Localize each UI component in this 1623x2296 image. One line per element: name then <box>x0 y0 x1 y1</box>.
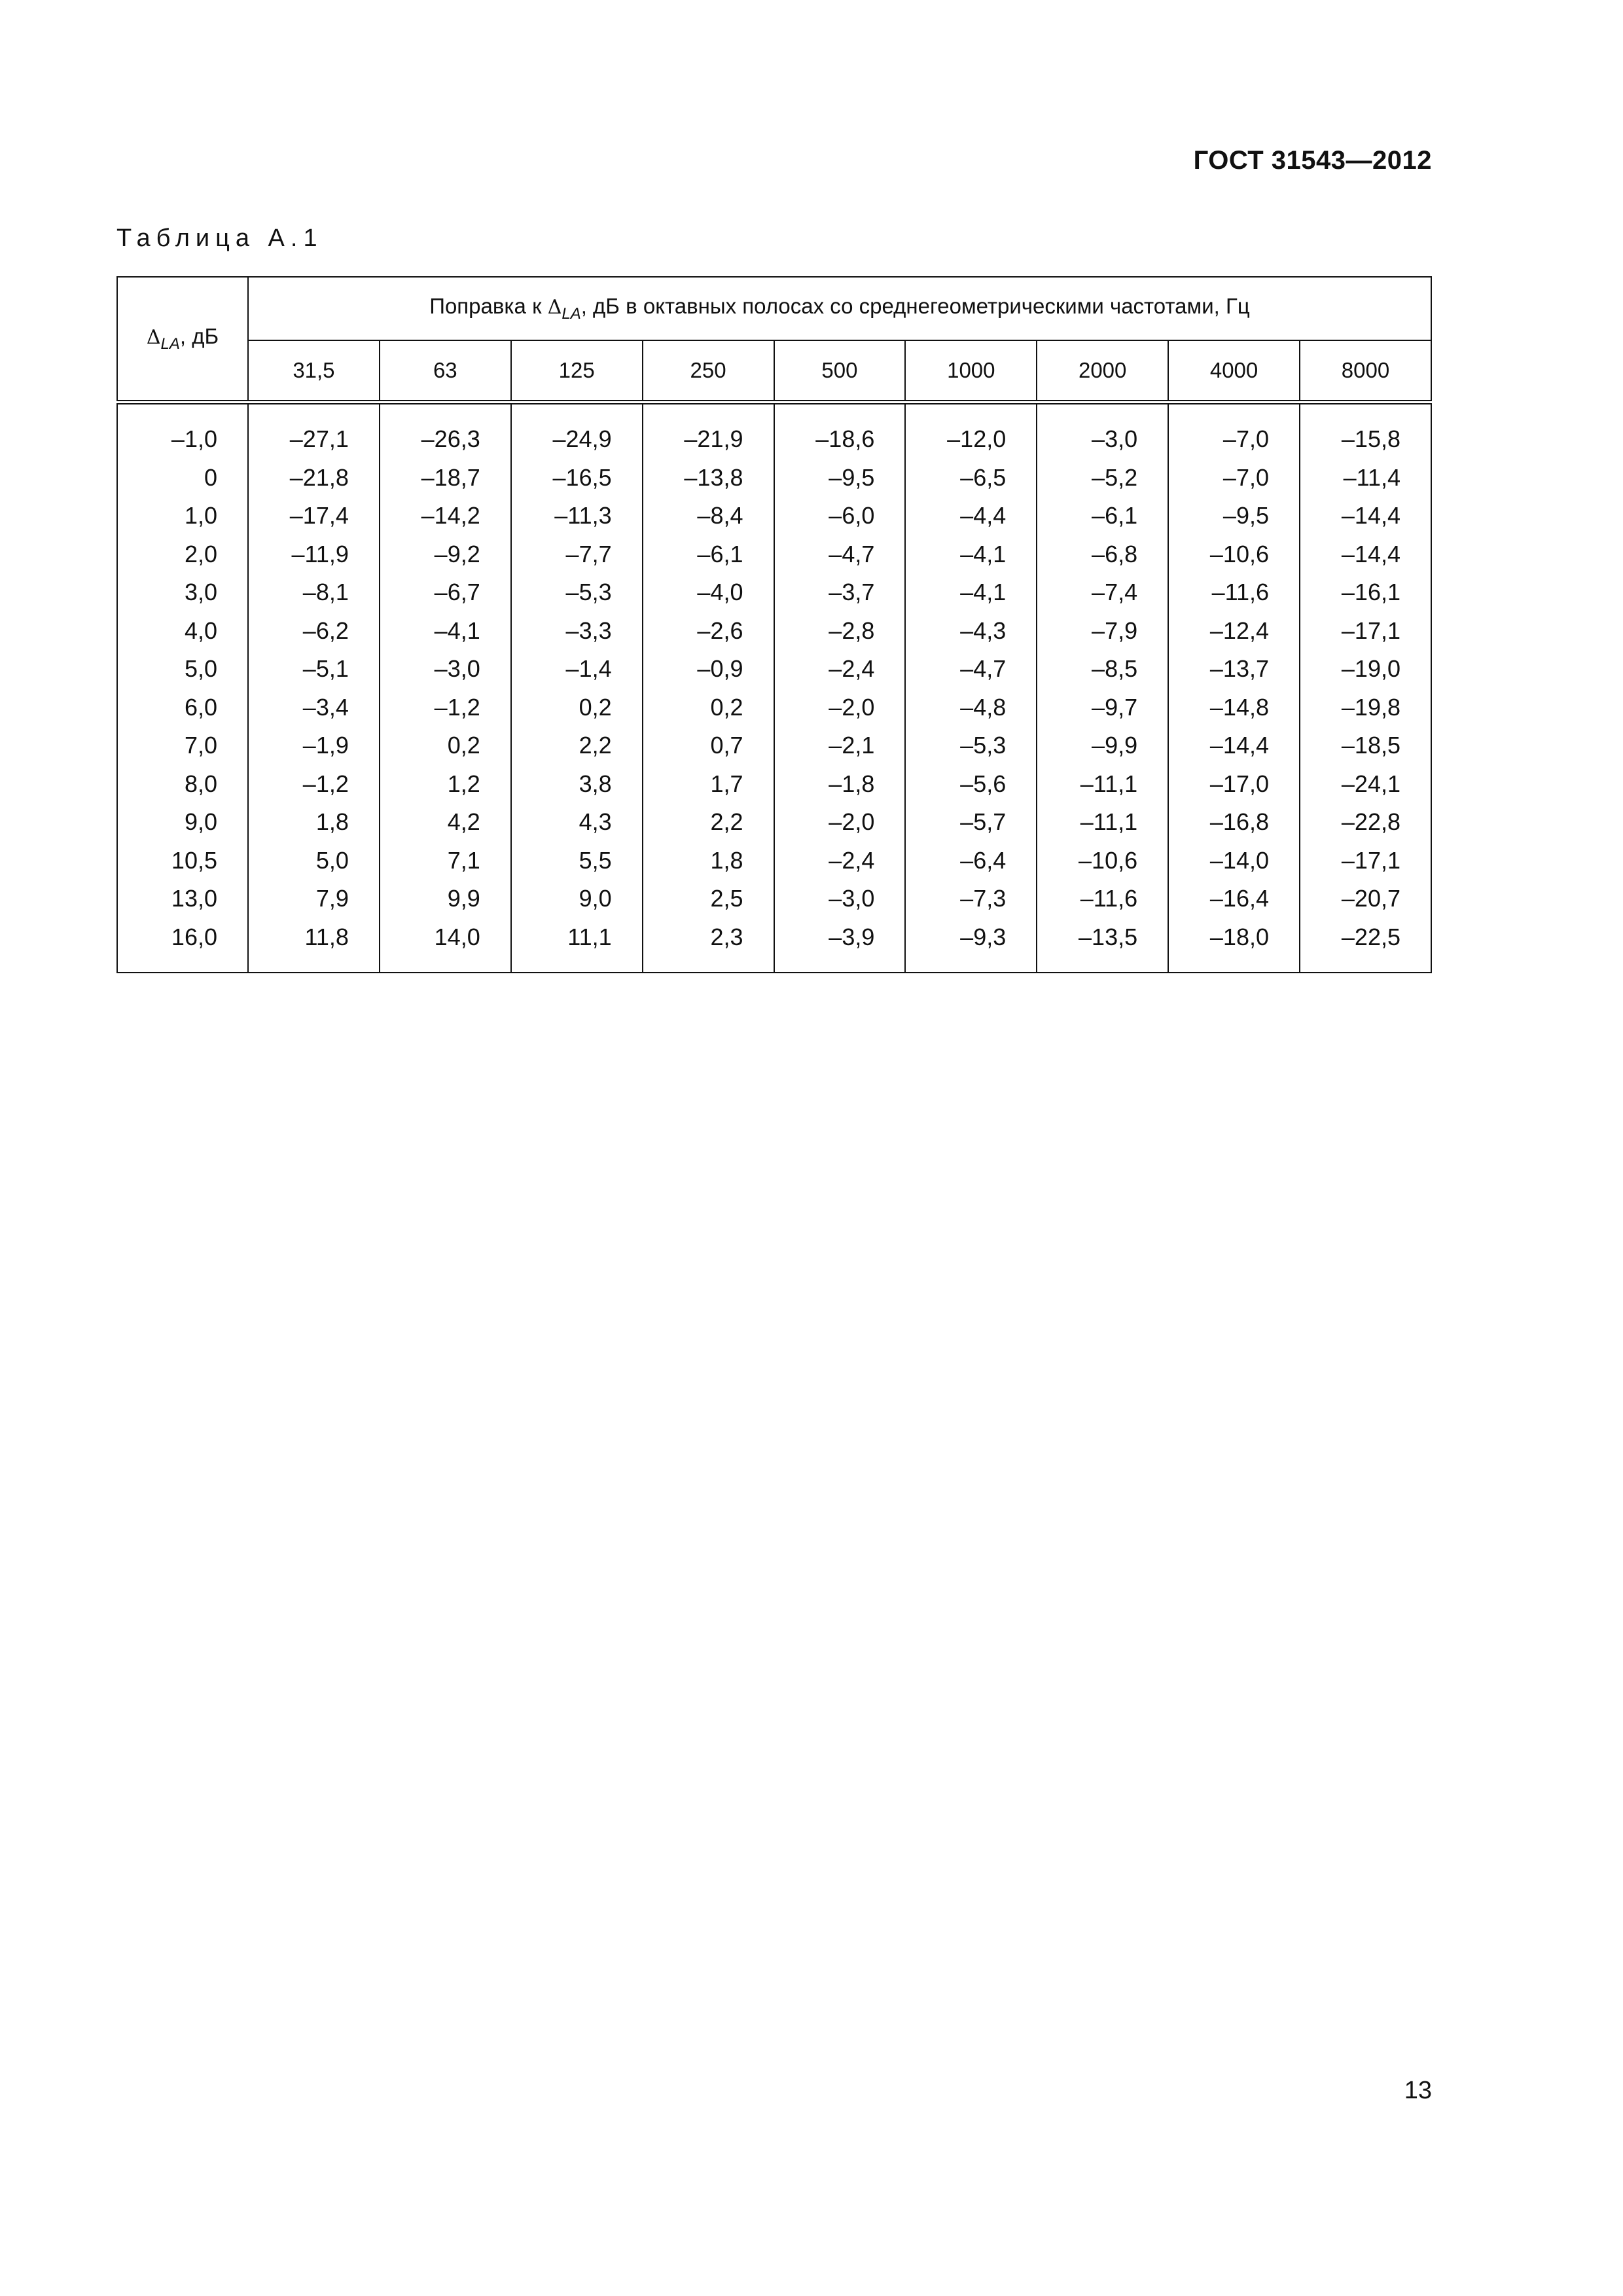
correction-value-cell: –20,7 <box>1300 880 1431 918</box>
correction-value-cell: 1,8 <box>643 842 774 880</box>
table-row <box>117 403 1431 459</box>
correction-value-cell: –3,0 <box>774 880 906 918</box>
delta-subscript: LA <box>160 335 180 353</box>
correction-value-cell: –27,1 <box>248 403 380 459</box>
correction-value-cell: –9,9 <box>1037 726 1168 765</box>
correction-value-cell: –4,0 <box>643 573 774 612</box>
delta-value-cell: 7,0 <box>117 726 248 765</box>
correction-value-cell: –7,0 <box>1168 459 1300 497</box>
correction-value-cell: 0,2 <box>511 689 643 727</box>
correction-value-cell: –5,6 <box>905 765 1037 804</box>
correction-value-cell: –16,8 <box>1168 803 1300 842</box>
correction-value-cell: –17,1 <box>1300 842 1431 880</box>
correction-value-cell: –11,3 <box>511 497 643 535</box>
correction-value-cell: –6,1 <box>643 535 774 574</box>
correction-value-cell: –1,4 <box>511 650 643 689</box>
delta-value-cell: 16,0 <box>117 918 248 973</box>
correction-value-cell: 14,0 <box>380 918 511 973</box>
correction-value-cell: –6,1 <box>1037 497 1168 535</box>
correction-value-cell: –1,2 <box>248 765 380 804</box>
correction-value-cell: –5,3 <box>905 726 1037 765</box>
correction-value-cell: –2,8 <box>774 612 906 651</box>
correction-value-cell: –14,2 <box>380 497 511 535</box>
frequency-header-cell: 125 <box>511 340 643 403</box>
table-row <box>117 803 1431 842</box>
correction-value-cell: 4,3 <box>511 803 643 842</box>
correction-value-cell: 9,0 <box>511 880 643 918</box>
delta-value-cell: 0 <box>117 459 248 497</box>
correction-value-cell: –1,9 <box>248 726 380 765</box>
delta-value-cell: –1,0 <box>117 403 248 459</box>
delta-value-cell: 9,0 <box>117 803 248 842</box>
correction-value-cell: 7,1 <box>380 842 511 880</box>
correction-value-cell: –7,9 <box>1037 612 1168 651</box>
correction-value-cell: –2,6 <box>643 612 774 651</box>
frequency-header-cell: 1000 <box>905 340 1037 403</box>
correction-value-cell: –9,2 <box>380 535 511 574</box>
correction-value-cell: –22,5 <box>1300 918 1431 973</box>
frequency-header-row <box>117 340 1431 403</box>
correction-value-cell: –3,7 <box>774 573 906 612</box>
table-row <box>117 459 1431 497</box>
correction-value-cell: –4,8 <box>905 689 1037 727</box>
correction-value-cell: –6,2 <box>248 612 380 651</box>
correction-value-cell: –11,6 <box>1168 573 1300 612</box>
correction-value-cell: 0,2 <box>643 689 774 727</box>
correction-table <box>116 276 1432 973</box>
correction-value-cell: –12,0 <box>905 403 1037 459</box>
table-row <box>117 918 1431 973</box>
correction-value-cell: –6,0 <box>774 497 906 535</box>
frequency-header-cell: 8000 <box>1300 340 1431 403</box>
table-row <box>117 650 1431 689</box>
correction-value-cell: –14,8 <box>1168 689 1300 727</box>
correction-value-cell: –7,4 <box>1037 573 1168 612</box>
correction-value-cell: –3,3 <box>511 612 643 651</box>
document-code: ГОСТ 31543—2012 <box>1193 146 1432 175</box>
frequency-header-cell: 4000 <box>1168 340 1300 403</box>
delta-value-cell: 3,0 <box>117 573 248 612</box>
frequency-header-cell: 250 <box>643 340 774 403</box>
table-row <box>117 535 1431 574</box>
correction-value-cell: –15,8 <box>1300 403 1431 459</box>
correction-value-cell: –7,3 <box>905 880 1037 918</box>
table-row <box>117 880 1431 918</box>
correction-value-cell: –11,1 <box>1037 803 1168 842</box>
correction-value-cell: –11,4 <box>1300 459 1431 497</box>
correction-value-cell: –22,8 <box>1300 803 1431 842</box>
frequency-header-cell: 63 <box>380 340 511 403</box>
delta-value-cell: 5,0 <box>117 650 248 689</box>
correction-value-cell: –14,4 <box>1168 726 1300 765</box>
correction-value-cell: –4,3 <box>905 612 1037 651</box>
correction-value-cell: –11,1 <box>1037 765 1168 804</box>
correction-value-cell: –10,6 <box>1168 535 1300 574</box>
correction-value-cell: –16,1 <box>1300 573 1431 612</box>
correction-value-cell: 0,2 <box>380 726 511 765</box>
correction-value-cell: –24,9 <box>511 403 643 459</box>
correction-value-cell: 3,8 <box>511 765 643 804</box>
correction-value-cell: –9,3 <box>905 918 1037 973</box>
correction-value-cell: 2,2 <box>643 803 774 842</box>
correction-value-cell: 1,2 <box>380 765 511 804</box>
table-row <box>117 612 1431 651</box>
delta-value-cell: 8,0 <box>117 765 248 804</box>
correction-value-cell: –14,0 <box>1168 842 1300 880</box>
correction-value-cell: –2,1 <box>774 726 906 765</box>
correction-value-cell: 11,8 <box>248 918 380 973</box>
frequency-group-header <box>248 277 1431 340</box>
correction-value-cell: 0,7 <box>643 726 774 765</box>
correction-value-cell: –14,4 <box>1300 535 1431 574</box>
delta-symbol: Δ <box>547 296 562 319</box>
delta-value-cell: 10,5 <box>117 842 248 880</box>
correction-value-cell: –5,3 <box>511 573 643 612</box>
correction-value-cell: –1,2 <box>380 689 511 727</box>
correction-value-cell: –5,1 <box>248 650 380 689</box>
correction-value-cell: –8,4 <box>643 497 774 535</box>
correction-value-cell: –19,0 <box>1300 650 1431 689</box>
correction-value-cell: –1,8 <box>774 765 906 804</box>
page-number: 13 <box>1404 2077 1432 2104</box>
correction-value-cell: –13,5 <box>1037 918 1168 973</box>
delta-value-cell: 6,0 <box>117 689 248 727</box>
group-header-prefix: Поправка к <box>429 294 548 318</box>
correction-value-cell: –2,0 <box>774 803 906 842</box>
correction-value-cell: –17,1 <box>1300 612 1431 651</box>
correction-value-cell: –11,6 <box>1037 880 1168 918</box>
correction-value-cell: –2,4 <box>774 650 906 689</box>
correction-value-cell: 5,0 <box>248 842 380 880</box>
correction-value-cell: 2,2 <box>511 726 643 765</box>
row-header-unit: , дБ <box>179 324 219 348</box>
correction-value-cell: –3,9 <box>774 918 906 973</box>
table-row <box>117 726 1431 765</box>
delta-value-cell: 4,0 <box>117 612 248 651</box>
correction-value-cell: –9,5 <box>774 459 906 497</box>
correction-value-cell: –5,2 <box>1037 459 1168 497</box>
correction-value-cell: –4,1 <box>380 612 511 651</box>
correction-value-cell: –24,1 <box>1300 765 1431 804</box>
correction-value-cell: –3,4 <box>248 689 380 727</box>
correction-value-cell: –6,7 <box>380 573 511 612</box>
correction-value-cell: –11,9 <box>248 535 380 574</box>
correction-value-cell: –18,6 <box>774 403 906 459</box>
correction-value-cell: –14,4 <box>1300 497 1431 535</box>
delta-value-cell: 13,0 <box>117 880 248 918</box>
correction-value-cell: 2,3 <box>643 918 774 973</box>
correction-value-cell: –17,0 <box>1168 765 1300 804</box>
correction-value-cell: –13,7 <box>1168 650 1300 689</box>
correction-value-cell: –19,8 <box>1300 689 1431 727</box>
correction-value-cell: –4,1 <box>905 535 1037 574</box>
correction-value-cell: –4,4 <box>905 497 1037 535</box>
table-body <box>117 403 1431 973</box>
correction-value-cell: –12,4 <box>1168 612 1300 651</box>
correction-value-cell: –3,0 <box>1037 403 1168 459</box>
delta-symbol: Δ <box>146 326 161 349</box>
correction-value-cell: –21,8 <box>248 459 380 497</box>
correction-value-cell: 7,9 <box>248 880 380 918</box>
correction-value-cell: 9,9 <box>380 880 511 918</box>
frequency-header-cell: 500 <box>774 340 906 403</box>
correction-value-cell: –7,7 <box>511 535 643 574</box>
table-caption: Таблица А.1 <box>116 224 323 252</box>
delta-value-cell: 2,0 <box>117 535 248 574</box>
correction-value-cell: –5,7 <box>905 803 1037 842</box>
table-row <box>117 689 1431 727</box>
correction-value-cell: 4,2 <box>380 803 511 842</box>
correction-value-cell: –7,0 <box>1168 403 1300 459</box>
correction-value-cell: –6,8 <box>1037 535 1168 574</box>
frequency-header-cell: 31,5 <box>248 340 380 403</box>
correction-value-cell: –4,7 <box>774 535 906 574</box>
row-header-cell <box>117 277 248 403</box>
group-header-suffix: , дБ в октавных полосах со среднегеометрическими частотами, Гц <box>580 294 1250 318</box>
correction-value-cell: 1,8 <box>248 803 380 842</box>
correction-value-cell: –18,5 <box>1300 726 1431 765</box>
delta-subscript: LA <box>562 305 581 323</box>
correction-value-cell: –6,4 <box>905 842 1037 880</box>
correction-value-cell: 5,5 <box>511 842 643 880</box>
frequency-header-cell: 2000 <box>1037 340 1168 403</box>
correction-value-cell: –10,6 <box>1037 842 1168 880</box>
correction-value-cell: –2,0 <box>774 689 906 727</box>
correction-value-cell: –13,8 <box>643 459 774 497</box>
delta-value-cell: 1,0 <box>117 497 248 535</box>
correction-value-cell: –18,0 <box>1168 918 1300 973</box>
correction-value-cell: –26,3 <box>380 403 511 459</box>
correction-value-cell: –2,4 <box>774 842 906 880</box>
correction-value-cell: –9,5 <box>1168 497 1300 535</box>
correction-value-cell: 1,7 <box>643 765 774 804</box>
table-row <box>117 573 1431 612</box>
correction-value-cell: –21,9 <box>643 403 774 459</box>
correction-value-cell: –0,9 <box>643 650 774 689</box>
correction-value-cell: –16,5 <box>511 459 643 497</box>
correction-value-cell: –16,4 <box>1168 880 1300 918</box>
correction-value-cell: –3,0 <box>380 650 511 689</box>
correction-value-cell: –18,7 <box>380 459 511 497</box>
correction-value-cell: –8,1 <box>248 573 380 612</box>
correction-value-cell: –17,4 <box>248 497 380 535</box>
correction-value-cell: 2,5 <box>643 880 774 918</box>
table-row <box>117 765 1431 804</box>
correction-value-cell: –9,7 <box>1037 689 1168 727</box>
correction-value-cell: –8,5 <box>1037 650 1168 689</box>
correction-value-cell: –4,7 <box>905 650 1037 689</box>
correction-value-cell: –4,1 <box>905 573 1037 612</box>
table-row <box>117 842 1431 880</box>
correction-value-cell: 11,1 <box>511 918 643 973</box>
table-row <box>117 497 1431 535</box>
correction-value-cell: –6,5 <box>905 459 1037 497</box>
